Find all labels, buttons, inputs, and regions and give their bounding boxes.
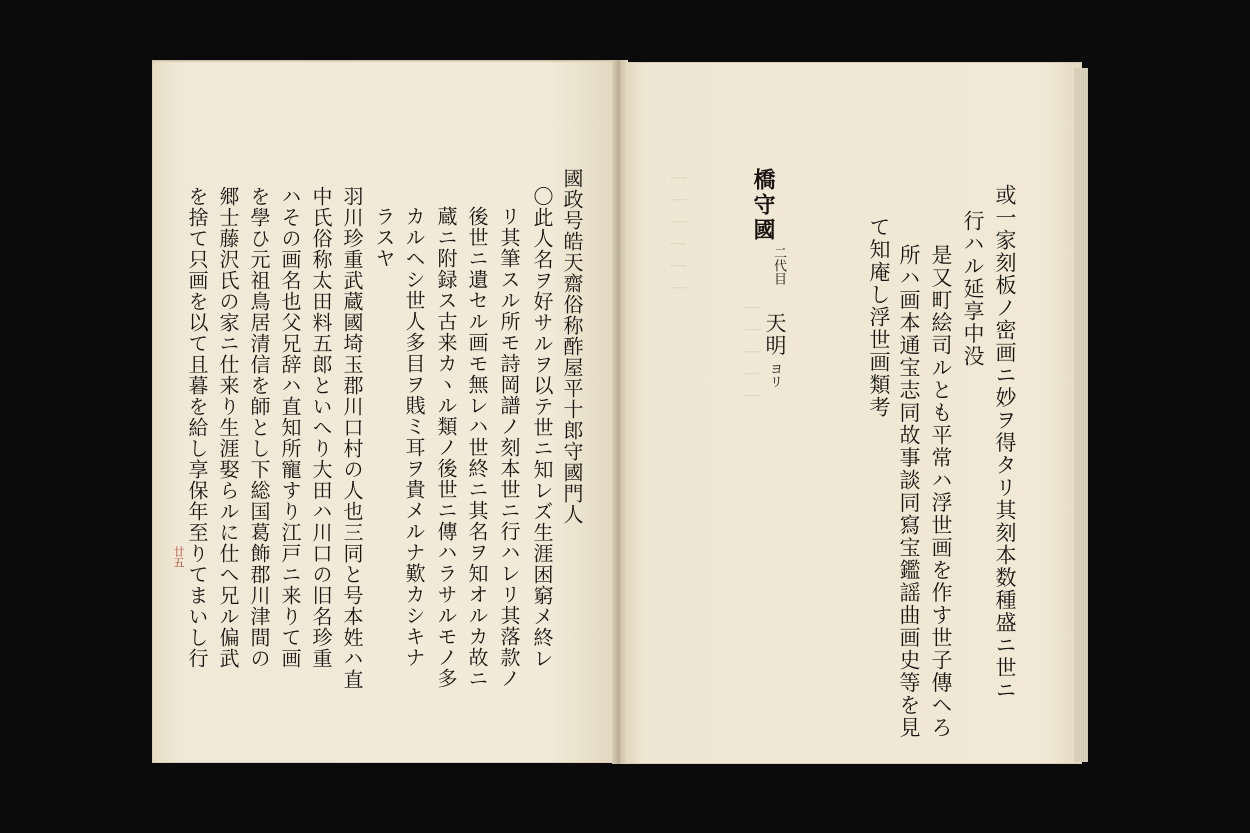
right-column-3: 是又町絵司ルとも平常ハ浮世画を作す世子傳ヘろ bbox=[929, 244, 953, 739]
artist-heading: 橋守國 bbox=[750, 168, 776, 243]
right-column-1: 或一家刻板ノ密画ニ妙ヲ得タリ其刻本数種盛ニ世ニ bbox=[993, 184, 1017, 702]
left-column-9: 中氏俗称太田料五郎といへり大田ハ川口の旧名珍重 bbox=[309, 186, 333, 669]
left-column-3: リ其筆スル所モ詩岡譜ノ刻本世ニ行ハレリ其落款ノ bbox=[497, 206, 521, 689]
right-column-5: て知庵し浮世画類考 bbox=[867, 216, 891, 419]
left-column-11: を學ひ元祖鳥居清信を師とし下総国葛飾郡川津間の bbox=[247, 186, 271, 669]
right-column-2: 行ハル延享中没 bbox=[961, 210, 985, 368]
left-column-7: ラスヤ bbox=[372, 206, 396, 269]
left-column-10: ハその画名也父兄辞ハ直知所寵すり江戸ニ来りて画 bbox=[278, 186, 302, 669]
left-column-1: 國政号皓天齋俗称酢屋平十郎守國門人 bbox=[560, 168, 584, 525]
left-column-6: カルヘシ世人多目ヲ賎ミ耳ヲ貴メルナ歎カシキナ bbox=[402, 206, 426, 668]
left-column-12: 郷士藤沢氏の家ニ仕来り生涯娶らルに仕へ兄ル偏武 bbox=[216, 186, 240, 669]
book-gutter bbox=[612, 60, 628, 764]
page-edges bbox=[1074, 68, 1088, 762]
left-column-4: 後世ニ遺セル画モ無レハ世終ニ其名ヲ知オルカ故ニ bbox=[465, 206, 489, 689]
right-column-4: 所ハ画本通宝志同故事談同寫宝鑑謡曲画史等を見 bbox=[897, 244, 921, 739]
era-note: ヨリ bbox=[767, 362, 782, 388]
left-column-5: 蔵ニ附録ス古来カヽル類ノ後世ニ傳ハラサルモノ多 bbox=[434, 206, 458, 689]
left-column-2: 〇此人名ヲ好サルヲ以テ世ニ知レズ生涯困窮メ終レ bbox=[530, 186, 554, 669]
show-through-mark: ｜｜｜｜｜｜ bbox=[670, 170, 689, 302]
left-column-13: を捨て只画を以て且暮を給し享保年至りてまいし行 bbox=[185, 186, 209, 669]
folio-number: 廿五 bbox=[172, 546, 185, 568]
left-column-8: 羽川珍重武蔵國埼玉郡川口村の人也三同と号本姓ハ直 bbox=[340, 186, 364, 690]
era-label: 天明 bbox=[763, 312, 787, 357]
show-through-mark: ｜｜｜｜｜ bbox=[744, 300, 763, 410]
artist-heading-note: 二代目 bbox=[771, 246, 786, 285]
